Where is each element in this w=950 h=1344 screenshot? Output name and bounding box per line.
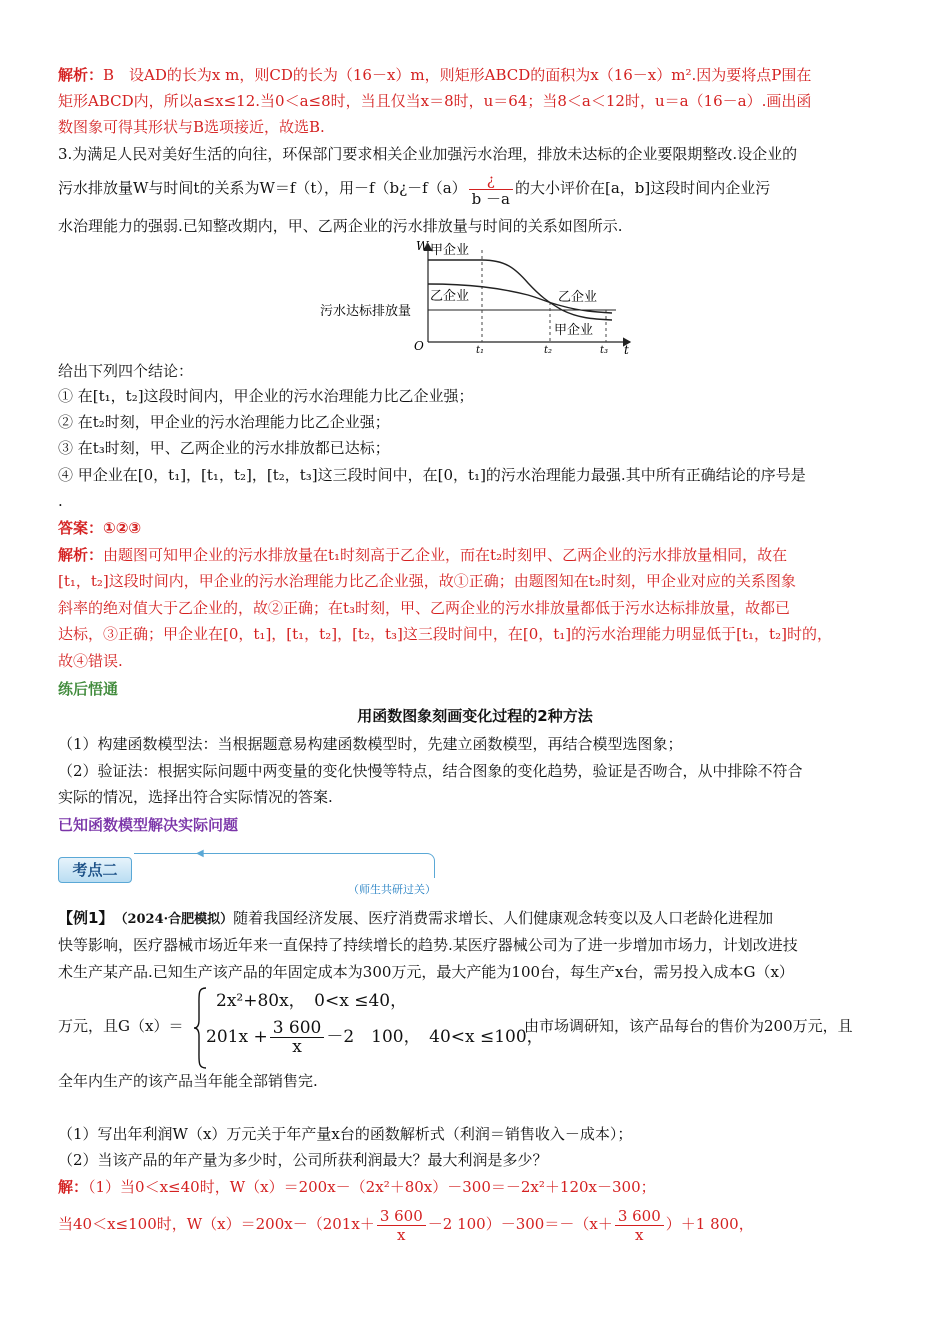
practice-title: 用函数图象刻画变化过程的2种方法: [357, 707, 593, 725]
example-1-line5: 全年内生产的该产品当年能全部销售完.: [58, 1072, 318, 1090]
example-1-line2: 快等影响，医疗器械市场近年来一直保持了持续增长的趋势.某医疗器械公司为了进一步增加市场力，计划改进技: [58, 936, 798, 954]
q3-text-d: 的大小评价在[a，b]这段时间内企业污: [514, 179, 771, 197]
label-yi-right: 乙企业: [558, 290, 598, 305]
fraction-numerator: 3 600: [615, 1207, 664, 1226]
answer-3-sol-line2: [t₁，t₂]这段时间内，甲企业的污水治理能力比乙企业强，故①正确；由题图知在t₂时刻，甲企业对应的关系图象: [58, 572, 796, 590]
answer-3-sol-line5: 故④错误.: [58, 652, 123, 670]
label-jia-right: 甲企业: [554, 323, 594, 338]
g-definition-suffix: 由市场调研知，该产品每台的售价为200万元，且: [524, 1017, 853, 1035]
solution-text: B 设AD的长为x m，则CD的长为（16－x）m，则矩形ABCD的面积为x（16－x）m².因为要将点P围在: [103, 66, 812, 84]
tick-t1: t₁: [476, 345, 485, 354]
q3-text-b: ¿: [399, 179, 408, 197]
case-2-fraction: [270, 1019, 325, 1056]
fraction-denominator: x: [292, 1037, 302, 1057]
solution-text: 由题图可知甲企业的污水排放量在t₁时刻高于乙企业，而在t₂时刻甲、乙两企业的污水排放量相同，故在: [103, 546, 788, 564]
tick-t3: t₃: [600, 345, 609, 354]
label-yi: 乙企业: [430, 289, 470, 304]
fraction-numerator: 3 600: [377, 1207, 426, 1226]
example-source: （2024·合肥模拟）: [120, 912, 234, 927]
answer-3-sol-line4: 达标，③正确；甲企业在[0，t₁]，[t₁，t₂]，[t₂，t₃]这三段时间中，在[0，t₁]的污水治理能力明显低于[t₁，t₂]时的，: [58, 625, 832, 643]
case-2-part-b: －2 100， 40<x ≤100，: [326, 1027, 544, 1047]
conclusions-intro: 给出下列四个结论：: [58, 362, 194, 380]
sol2-part-a: 当40＜x≤100时，W（x）＝200x－（201x＋: [58, 1215, 375, 1233]
y-axis-label: W: [416, 239, 429, 253]
fraction-numerator: ¿: [469, 171, 513, 190]
label-jia: 甲企业: [430, 243, 470, 258]
tag-subtitle: （师生共研过关）: [348, 883, 436, 896]
practice-heading: 练后悟通: [58, 680, 119, 698]
question-3-line3: 水治理能力的强弱.已知整改期内，甲、乙两企业的污水排放量与时间的关系如图所示.: [58, 217, 623, 235]
question-3-line2: [58, 170, 896, 210]
conclusion-2: ② 在t₂时刻，甲企业的污水治理能力比乙企业强；: [58, 413, 390, 431]
subquestion-1: （1）写出年利润W（x）万元关于年产量x台的函数解析式（利润＝销售收入－成本）；: [58, 1125, 633, 1143]
example-text: 随着我国经济发展、医疗消费需求增长、人们健康观念转变以及人口老龄化进程加: [233, 909, 774, 927]
tick-t2: t₂: [544, 345, 553, 354]
solution-2-line1: [58, 62, 896, 88]
sol2-fraction-2: [615, 1207, 664, 1244]
q3-fraction: [469, 171, 513, 208]
solution-2-line2: 矩形ABCD内，所以a≤x≤12.当0＜a≤8时，当且仅当x＝8时，u＝64；当8＜a＜12时，u＝a（16－a）.画出函: [58, 92, 812, 110]
method-1: （1）构建函数模型法：当根据题意易构建函数模型时，先建立函数模型，再结合模型选图象；: [58, 735, 683, 753]
solution-label: 解析：: [58, 546, 104, 564]
conclusion-1: ① 在[t₁，t₂]这段时间内，甲企业的污水治理能力比乙企业强；: [58, 387, 474, 405]
g-definition-prefix: 万元，且G（x）＝: [58, 1017, 184, 1035]
fraction-numerator: 3 600: [270, 1019, 325, 1038]
solution-label: 解：: [58, 1178, 89, 1196]
x-axis-label: t: [624, 343, 629, 354]
solution-2-line3: 数图象可得其形状与B选项接近，故选B.: [58, 118, 325, 136]
subquestion-2: （2）当该产品的年产量为多少时，公司所获利润最大？最大利润是多少？: [58, 1151, 548, 1169]
example-solution-line2: [58, 1202, 896, 1246]
question-3-line1: 3.为满足人民对美好生活的向往，环保部门要求相关企业加强污水治理，排放未达标的企业要限期整改.设企业的: [58, 145, 798, 163]
example-1-line1: [58, 905, 896, 933]
answer-value: ①②③: [103, 519, 142, 537]
case-1: 2x²+80x， 0<x ≤40，: [216, 991, 408, 1011]
method-2-line1: （2）验证法：根据实际问题中两变量的变化快慢等特点，结合图象的变化趋势，验证是否吻合，从中排除不符合: [58, 762, 803, 780]
answer-3: [58, 515, 896, 541]
solution-label: 解析：: [58, 66, 104, 84]
example-label: 【例1】: [58, 909, 106, 927]
answer-3-sol-line1: [58, 542, 896, 568]
conclusion-4-end: .: [58, 492, 63, 510]
arrow-left-icon: ◀: [196, 848, 204, 859]
fraction-denominator: x: [635, 1225, 644, 1244]
solution-text: （1）当0＜x≤40时，W（x）＝200x－（2x²＋80x）－300＝－2x²＋120x－300；: [88, 1178, 656, 1196]
tag-frame-line: [134, 853, 435, 878]
example-solution-line1: [58, 1174, 896, 1200]
tag-label: 考点二: [58, 857, 132, 883]
topic-heading: 已知函数模型解决实际问题: [58, 816, 239, 834]
sol2-part-b: －2 100）－300＝－（x＋: [427, 1215, 613, 1233]
example-1-line3: 术生产某产品.已知生产该产品的年固定成本为300万元，最大产能为100台，每生产x台，需另投入成本G（x）: [58, 963, 794, 981]
q3-text-c: －f（a）: [407, 179, 467, 197]
fraction-denominator: b －a: [471, 189, 510, 208]
standard-label: 污水达标排放量: [320, 304, 412, 319]
q3-text-a: 污水排放量W与时间t的关系为W＝f（t），用－f（b: [58, 179, 400, 197]
section-tag: [58, 848, 440, 896]
method-2-line2: 实际的情况，选择出符合实际情况的答案.: [58, 788, 333, 806]
emission-graph: [300, 238, 640, 354]
conclusion-4: ④ 甲企业在[0，t₁]，[t₁，t₂]，[t₂，t₃]这三段时间中，在[0，t₁]的污水治理能力最强.其中所有正确结论的序号是: [58, 466, 806, 484]
sol2-part-c: ）＋1 800，: [665, 1215, 754, 1233]
answer-label: 答案：: [58, 519, 104, 537]
case-2: [206, 1018, 544, 1056]
case-2-part-a: 201x +: [206, 1027, 268, 1047]
origin-label: O: [414, 339, 424, 353]
answer-3-sol-line3: 斜率的绝对值大于乙企业的，故②正确；在t₃时刻，甲、乙两企业的污水排放量都低于污水达标排放量，故都已: [58, 599, 791, 617]
sol2-fraction-1: [377, 1207, 426, 1244]
conclusion-3: ③ 在t₃时刻，甲、乙两企业的污水排放都已达标；: [58, 439, 390, 457]
fraction-denominator: x: [397, 1225, 406, 1244]
